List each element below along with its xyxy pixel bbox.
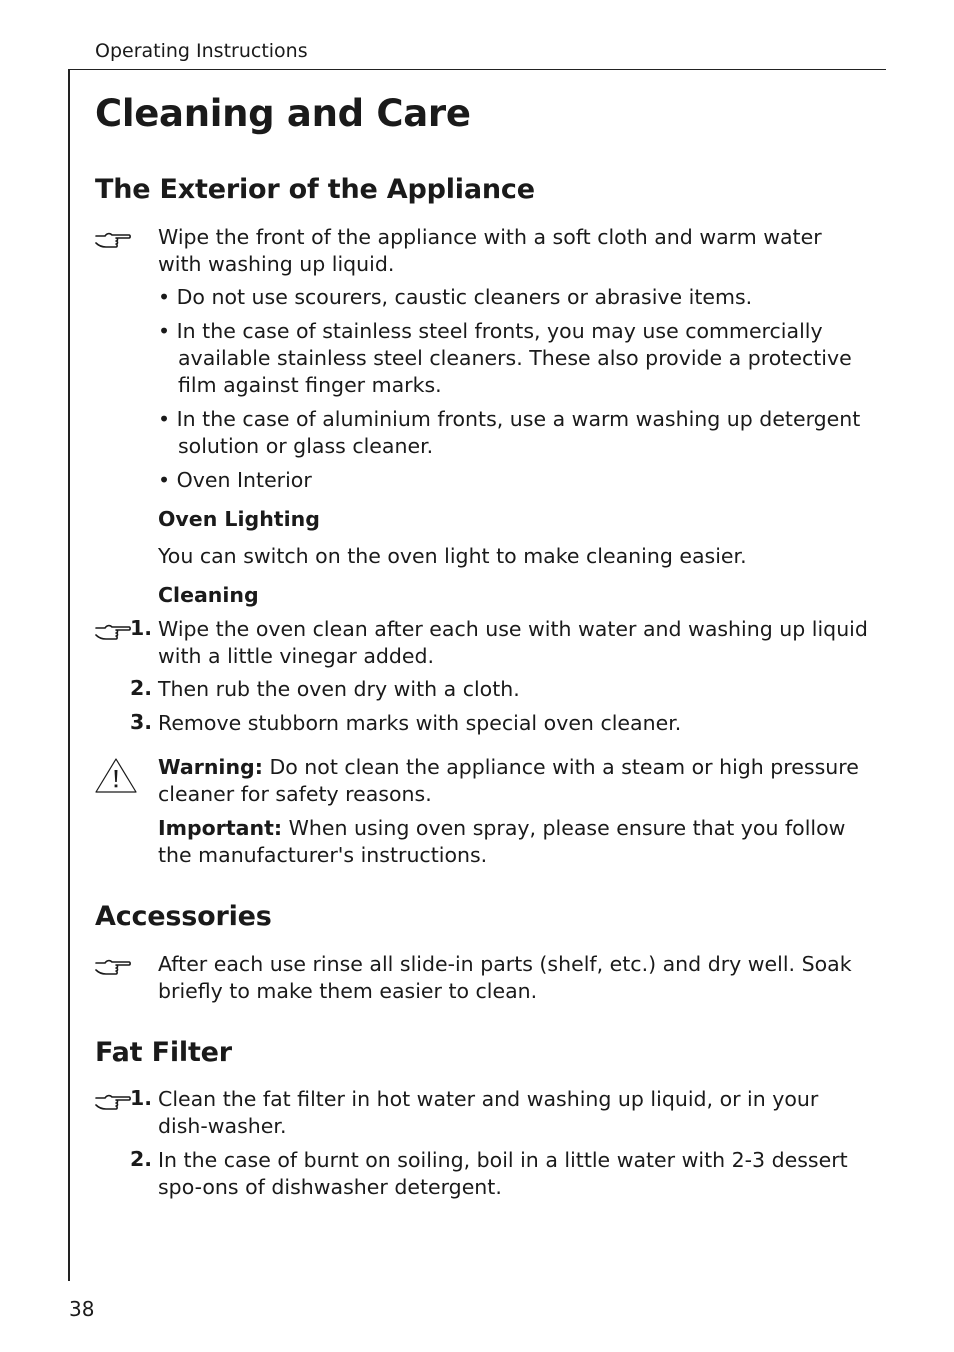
pointing-hand-icon	[95, 955, 131, 977]
section-heading-accessories: Accessories	[95, 901, 272, 932]
step-text: Clean the fat filter in hot water and washing up liquid, or in your dish-washer.	[158, 1087, 819, 1138]
exterior-intro: Wipe the front of the appliance with a soft cloth and warm water with washing up liquid.	[158, 225, 822, 276]
step-text: Remove stubborn marks with special oven cleaner.	[158, 711, 682, 735]
running-header: Operating Instructions	[95, 40, 308, 62]
warning-triangle-icon	[94, 757, 138, 794]
page-title: Cleaning and Care	[95, 92, 471, 135]
step-text: In the case of burnt on soiling, boil in a little water with 2-3 dessert spo-ons of dishwasher detergent.	[158, 1148, 848, 1199]
header-rule	[68, 69, 886, 70]
list-item: • In the case of stainless steel fronts, you may use commercially available stainless steel cleaners. These also provide a protective film against finger marks.	[158, 319, 852, 397]
step-text: Wipe the oven clean after each use with water and washing up liquid with a little vinegar added.	[158, 617, 868, 668]
accessories-text: After each use rinse all slide-in parts (shelf, etc.) and dry well. Soak briefly to make them easier to clean.	[158, 952, 852, 1003]
step-number: 2.	[129, 676, 152, 700]
warning-text: Do not clean the appliance with a steam or high pressure cleaner for safety reasons.	[158, 755, 859, 806]
step-number: 3.	[129, 710, 152, 734]
important-text: When using oven spray, please ensure that you follow the manufacturer's instructions.	[158, 816, 846, 867]
oven-lighting-text: You can switch on the oven light to make cleaning easier.	[158, 544, 747, 568]
step-number: 2.	[129, 1147, 152, 1171]
step-number: 1.	[129, 616, 152, 640]
important-label: Important:	[158, 816, 283, 840]
subheading-oven-lighting: Oven Lighting	[158, 507, 320, 531]
important-paragraph	[158, 815, 868, 869]
section-heading-fat-filter: Fat Filter	[95, 1037, 232, 1068]
page-number: 38	[69, 1297, 95, 1321]
list-item: • In the case of aluminium fronts, use a warm washing up detergent solution or glass cleaner.	[158, 407, 861, 458]
subheading-cleaning: Cleaning	[158, 583, 259, 607]
step-number: 1.	[129, 1086, 152, 1110]
section-heading-exterior: The Exterior of the Appliance	[95, 174, 535, 205]
list-item: • Do not use scourers, caustic cleaners or abrasive items.	[158, 285, 753, 309]
warning-label: Warning:	[158, 755, 263, 779]
pointing-hand-icon	[95, 228, 131, 250]
warning-paragraph	[158, 754, 868, 808]
margin-rule	[68, 69, 70, 1281]
step-text: Then rub the oven dry with a cloth.	[158, 677, 520, 701]
list-item: • Oven Interior	[158, 468, 312, 492]
